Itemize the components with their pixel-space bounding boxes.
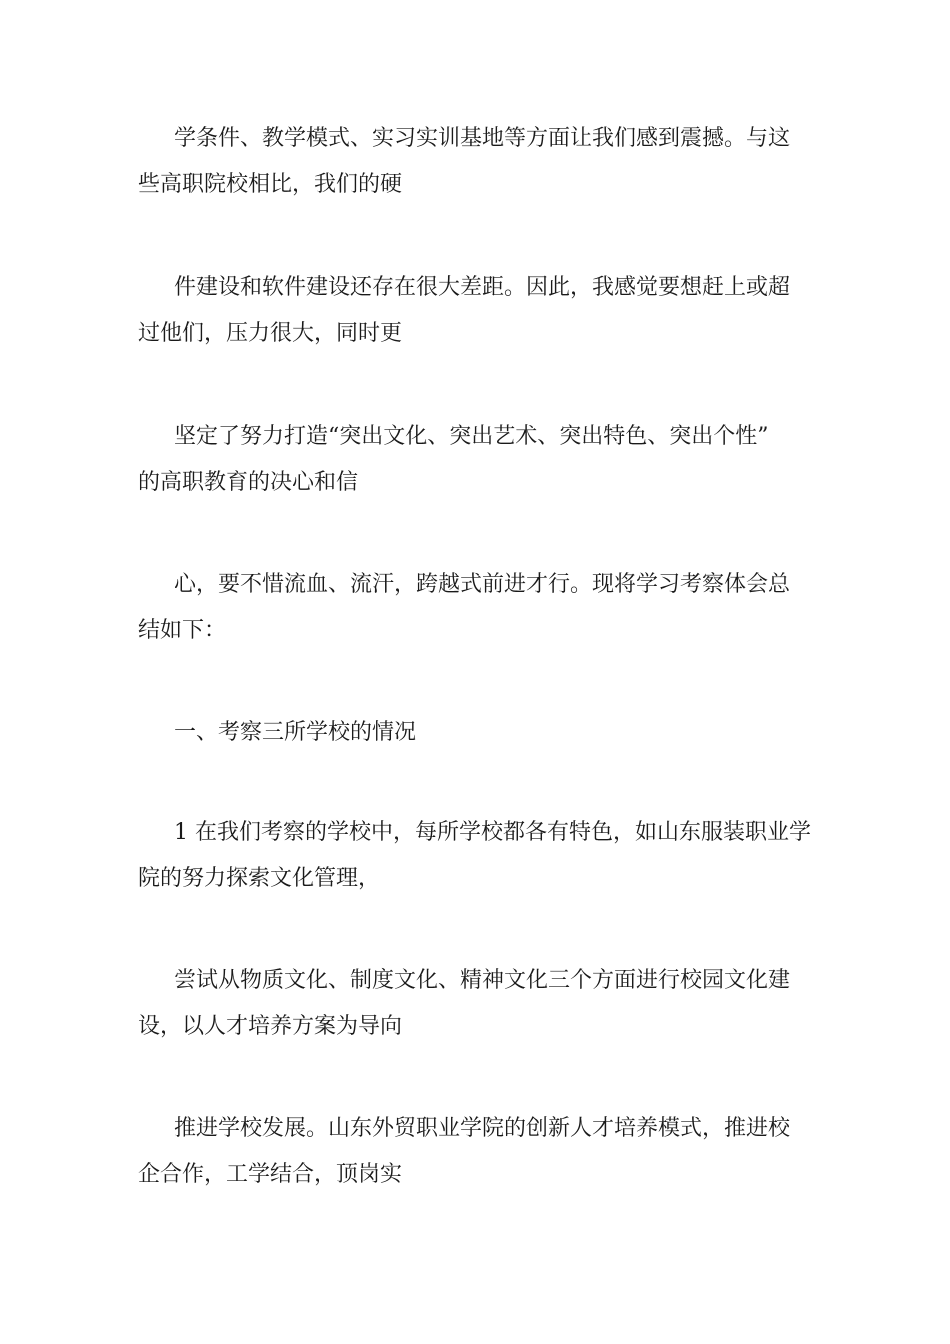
paragraph-line: 推进学校发展。山东外贸职业学院的创新人才培养模式，推进校: [174, 1116, 791, 1141]
paragraph-4: [138, 562, 818, 654]
paragraph-line: 企合作，工学结合，顶岗实: [138, 1162, 403, 1187]
paragraph-1: [138, 116, 818, 208]
paragraph-line: 的高职教育的决心和信: [138, 470, 359, 495]
heading-line: 一、考察三所学校的情况: [174, 720, 417, 745]
paragraph-line: 结如下：: [138, 618, 227, 643]
paragraph-line: 尝试从物质文化、制度文化、精神文化三个方面进行校园文化建: [174, 968, 791, 993]
paragraph-line: 坚定了努力打造“突出文化、突出艺术、突出特色、突出个性”: [174, 424, 769, 449]
paragraph-line: 件建设和软件建设还存在很大差距。因此，我感觉要想赶上或超: [174, 275, 791, 300]
paragraph-2: [138, 265, 818, 357]
section-heading: [138, 710, 818, 756]
paragraph-3: [138, 414, 818, 506]
paragraph-line: 院的努力探索文化管理，: [138, 866, 381, 891]
paragraph-6: [138, 958, 818, 1050]
paragraph-5: [138, 810, 818, 902]
paragraph-line: 学条件、教学模式、实习实训基地等方面让我们感到震撼。与这: [174, 126, 791, 151]
paragraph-line: 心，要不惜流血、流汗，跨越式前进才行。现将学习考察体会总: [174, 572, 791, 597]
paragraph-line: 1 在我们考察的学校中，每所学校都各有特色，如山东服装职业学: [174, 820, 811, 845]
paragraph-line: 些高职院校相比，我们的硬: [138, 172, 403, 197]
paragraph-line: 设，以人才培养方案为导向: [138, 1014, 403, 1039]
paragraph-7: [138, 1106, 818, 1198]
paragraph-line: 过他们，压力很大，同时更: [138, 321, 403, 346]
